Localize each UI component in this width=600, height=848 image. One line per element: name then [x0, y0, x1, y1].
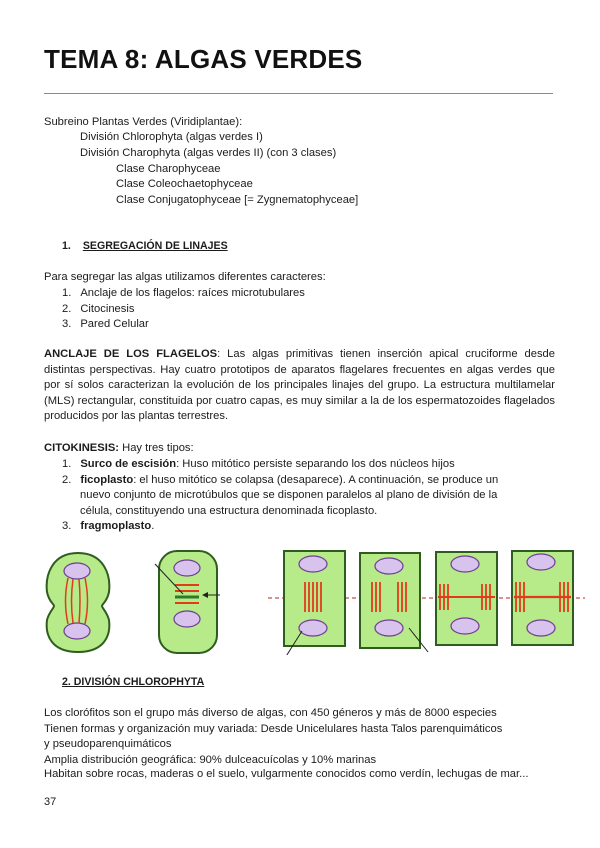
phragmoplast-cell [512, 551, 573, 645]
citokinesis-intro [44, 441, 194, 455]
phragmoplast-cell [436, 552, 497, 645]
page-title: TEMA 8: ALGAS VERDES [44, 44, 363, 74]
list-text: : Huso mitótico persiste separando los dos núcleos hijos [176, 458, 455, 470]
list-term: ficoplasto [80, 474, 134, 486]
taxonomy-line: División Chlorophyta (algas verdes I) [80, 131, 263, 143]
anclaje-text: : Las algas primitivas tienen inserción apical cruciforme desde distintas perspectivas. Hay cuatro prototipos de aparatos flagelares frecuentes en algas verdes que por sí solos caracterizan la evolución de los principales linajes del grupo. La estructura multilamelar (MLS) rectangular, constituida por cuatro capas, es muy similar a la de los espermatozoides flagelados producidos por las plantas terrestres. [44, 348, 555, 422]
list-number: 2. [62, 474, 72, 486]
section1-heading [62, 239, 228, 253]
title-divider [44, 93, 553, 94]
taxonomy-line: Subreino Plantas Verdes (Viridiplantae): [44, 116, 243, 128]
list-item [62, 302, 134, 316]
section2-paragraph: Habitan sobre rocas, maderas o el suelo, vulgarmente conocidos como verdín, lechugas de mar... [44, 768, 529, 780]
cytokinesis-figure [0, 540, 600, 655]
list-number: 1. [62, 458, 72, 470]
section1-intro: Para segregar las algas utilizamos diferentes caracteres: [44, 271, 326, 283]
list-text: Pared Celular [80, 318, 149, 330]
taxonomy-line: Clase Coleochaetophyceae [116, 178, 253, 190]
list-item [62, 317, 149, 331]
list-item [62, 286, 305, 300]
list-term: Surco de escisión [80, 458, 177, 470]
anclaje-paragraph [44, 347, 555, 425]
list-text: Citocinesis [80, 303, 135, 315]
phycoplast-cell [155, 551, 220, 653]
section2-line: Amplia distribución geográfica: 90% dulceacuícolas y 10% marinas [44, 754, 377, 766]
list-number: 3. [62, 520, 72, 532]
section2-line: Tienen formas y organización muy variada: Desde Unicelulares hasta Talos parenquimáticos [44, 723, 503, 735]
taxonomy-line: Clase Charophyceae [116, 163, 221, 175]
phragmoplast-cell [284, 551, 345, 655]
citokinesis-text: Hay tres tipos: [119, 442, 194, 454]
list-number: 3. [62, 318, 72, 330]
phragmoplast-cell [360, 553, 428, 652]
list-text: : el huso mitótico se colapsa (desaparece). A continuación, se produce un [133, 474, 499, 486]
citokinesis-term: CITOKINESIS: [44, 442, 120, 454]
taxonomy-line: Clase Conjugatophyceae [= Zygnematophyceae] [116, 194, 359, 206]
list-continuation: nuevo conjunto de microtúbulos que se disponen paralelos al plano de división de la [80, 489, 498, 501]
list-term: fragmoplasto [80, 520, 152, 532]
section2-line: y pseudoparenquimáticos [44, 738, 172, 750]
list-item [62, 473, 498, 487]
section2-line: Los clorófitos son el grupo más diverso de algas, con 450 géneros y más de 8000 especies [44, 707, 497, 719]
list-item [62, 519, 154, 533]
anclaje-term: ANCLAJE DE LOS FLAGELOS [44, 348, 218, 360]
section2-heading [62, 675, 204, 689]
taxonomy-line: División Charophyta (algas verdes II) (con 3 clases) [80, 147, 337, 159]
list-continuation: célula, constituyendo una estructura denominada ficoplasto. [80, 505, 378, 517]
section1-title: SEGREGACIÓN DE LINAJES [82, 240, 228, 252]
list-item [62, 457, 455, 471]
list-text: Anclaje de los flagelos: raíces microtubulares [80, 287, 305, 299]
section1-number: 1. [62, 240, 71, 252]
page-number: 37 [44, 796, 57, 808]
cleavage-furrow-cell [47, 553, 110, 652]
list-text: . [151, 520, 155, 532]
section2-title: 2. DIVISIÓN CHLOROPHYTA [62, 676, 205, 688]
list-number: 2. [62, 303, 72, 315]
list-number: 1. [62, 287, 72, 299]
